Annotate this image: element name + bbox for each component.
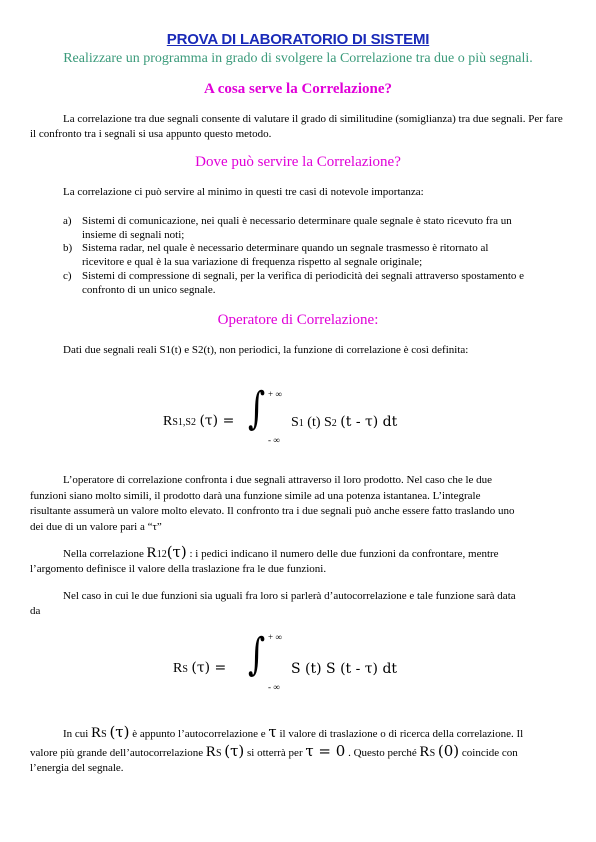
formula-autocorrelation-rhs: S (t) S (t - τ) dt: [291, 661, 398, 677]
integral-upper-limit: + ∞: [268, 389, 282, 399]
list-item-text: ricevitore e qual è la sua variazione di frequenza rispetto al segnale originale;: [82, 256, 423, 268]
text-line: Nel caso in cui le due funzioni sia uguali fra loro si parlerà d’autocorrelazione e tale funzione sarà data: [63, 590, 516, 602]
integral-lower-limit: - ∞: [268, 435, 280, 445]
text: valore più grande dell’autocorrelazione: [30, 747, 204, 759]
page-subtitle: Realizzare un programma in grado di svolgere la Correlazione tra due o più segnali.: [63, 51, 533, 66]
formula-symbol: R: [163, 414, 173, 429]
text: : i pedici indicano il numero delle due funzioni da confrontare, mentre: [189, 548, 499, 560]
text-line: l’energia del segnale.: [30, 762, 124, 774]
list-item: [63, 214, 573, 242]
formula-subscript: 12: [156, 549, 167, 560]
section-heading-operator: Operatore di Correlazione:: [217, 312, 379, 328]
text-line: L’operatore di correlazione confronta i due segnali attraverso il loro prodotto. Nel caso che le due: [63, 474, 493, 486]
text: il valore di traslazione o di ricerca della correlazione. Il: [279, 728, 524, 740]
formula-subscript: S: [215, 748, 222, 759]
section-operator-intro: Dati due segnali reali S1(t) e S2(t), non periodici, la funzione di correlazione è così definita:: [63, 344, 469, 356]
formula-argument: (τ) =: [191, 660, 227, 676]
text-line: da: [30, 605, 41, 617]
section-heading-purpose: A cosa serve la Correlazione?: [203, 81, 392, 97]
text-line: l’argomento definisce il valore della traslazione fra le due funzioni.: [30, 563, 327, 575]
page-title: PROVA DI LABORATORIO DI SISTEMI: [166, 31, 430, 48]
text-line: funzioni siano molto simili, il prodotto darà una funzione simile ad una potenza istantanea. L’integrale: [30, 489, 481, 502]
formula-correlation-rhs: [291, 414, 397, 431]
formula-argument: (τ): [166, 543, 187, 561]
formula-text: (t) S: [307, 415, 332, 430]
autocorrelation-paragraph-line1: [63, 723, 523, 742]
list-item-text: Sistema radar, nel quale è necessario determinare quando un segnale trasmesso è ritornato al: [82, 242, 489, 254]
text-line: dei due di un valore pari a “τ”: [30, 520, 162, 533]
text: coincide con: [461, 747, 518, 759]
formula-argument: (τ): [109, 723, 130, 741]
formula-symbol: R: [419, 744, 430, 760]
list-item: [63, 269, 583, 297]
formula-subscript: S: [429, 748, 436, 759]
formula-argument: (τ): [224, 742, 245, 760]
formula-text: (t - τ) dt: [340, 414, 398, 430]
integral-upper-limit: + ∞: [268, 632, 282, 642]
list-item-label: c): [63, 270, 72, 282]
list-item-text: Sistemi di compressione di segnali, per la verifica di periodicità dei segnali attraverso spostamento e: [82, 270, 525, 282]
formula-symbol: S: [291, 415, 299, 430]
formula-symbol: τ: [268, 723, 277, 741]
formula-subscript: 2: [331, 418, 337, 429]
text: Nella correlazione: [63, 548, 144, 560]
integral-lower-limit: - ∞: [268, 682, 280, 692]
section-heading-uses: Dove può servire la Correlazione?: [195, 154, 401, 170]
formula-argument: (0): [437, 742, 460, 760]
list-item-label: a): [63, 215, 72, 227]
formula-correlation-lhs: [163, 413, 234, 430]
formula-autocorrelation-lhs: [173, 660, 226, 677]
list-item: [63, 241, 573, 269]
integral-sign: ∫: [248, 629, 266, 680]
formula-symbol: R: [91, 725, 102, 741]
list-item-label: b): [63, 242, 73, 254]
section-purpose-text: [30, 112, 565, 142]
formula-symbol: R: [205, 744, 216, 760]
formula-equation: τ = 0: [305, 742, 346, 760]
formula-subscript: S1,S2: [172, 417, 196, 428]
text: . Questo perché: [348, 747, 417, 759]
formula-symbol: R: [146, 545, 157, 561]
formula-argument: (τ) =: [199, 413, 235, 429]
formula-subscript: S: [101, 729, 107, 740]
text: In cui: [63, 728, 89, 740]
formula-subscript: 1: [298, 418, 304, 429]
paragraph: La correlazione tra due segnali consente di valutare il grado di similitudine (somiglianza) tra due segnali. Per fare il confronto tra i segnali si usa appunto questo metodo.: [30, 113, 563, 140]
formula-symbol: R: [173, 661, 183, 676]
list-item-text: Sistemi di comunicazione, nei quali è necessario determinare quale segnale è stato ricevuto fra un: [82, 215, 512, 227]
list-item-text: confronto di un unico segnale.: [82, 284, 216, 296]
formula-subscript: S: [182, 664, 188, 675]
text: si otterrà per: [247, 747, 303, 759]
integral-sign: ∫: [248, 383, 266, 434]
section-uses-intro: La correlazione ci può servire al minimo in questi tre casi di notevole importanza:: [63, 186, 424, 198]
list-item-text: insieme di segnali noti;: [82, 229, 185, 241]
autocorrelation-paragraph-line2: [30, 742, 518, 761]
operator-explanation: [30, 473, 570, 535]
text: è appunto l’autocorrelazione e: [132, 728, 266, 740]
text-line: risultante assumerà un valore molto elevato. Il confronto tra i due segnali può anche essere fatto traslando uno: [30, 505, 515, 517]
correlation-notation-paragraph: [63, 543, 499, 562]
